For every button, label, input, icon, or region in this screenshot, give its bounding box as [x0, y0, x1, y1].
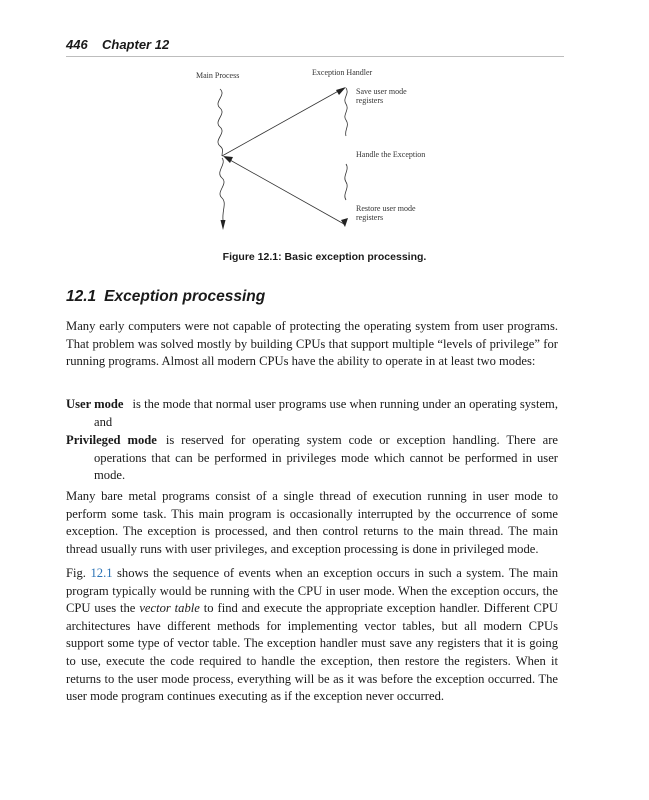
main-process-label: Main Process: [196, 71, 240, 80]
definition-privileged-mode: [66, 432, 558, 485]
main-process-line-upper: [218, 89, 223, 156]
running-header: [66, 37, 564, 55]
term-privileged-mode: Privileged mode: [66, 433, 157, 448]
header-rule: [66, 56, 564, 57]
paragraph-figure-explanation: [66, 565, 558, 706]
fig-lead: Fig.: [66, 566, 86, 580]
exception-handler-label: Exception Handler: [312, 68, 373, 77]
handler-line-top: [345, 88, 348, 136]
step-save-line2: registers: [356, 96, 384, 105]
para3-part-b: to find and execute the appropriate exception handler. Different CPU architectures have different methods for implementing vector tables, but all modern CPUs support some type of vector table. The exception handler must save any registers that it is going to use, execute the code required to handle the exception, then restore the registers. When it returns to the user mode process, everything will be as it was before the exception occurred. The user mode program continues executing as if the exception never occurred.: [66, 601, 559, 704]
figure-caption: [0, 251, 649, 263]
section-number: 12.1: [66, 288, 97, 305]
main-process-arrow: [221, 220, 226, 230]
para3-part-a: shows the sequence of events when an exception occurs in such a system. The main program typically would be running with the CPU in user mode. When the exception occurs, the CPU uses the: [66, 566, 558, 616]
step-handle: Handle the Exception: [356, 150, 426, 159]
exception-flow-figure: [180, 60, 460, 240]
interrupt-arrow-head: [336, 87, 346, 95]
section-title: Exception processing: [104, 288, 266, 305]
figure-reference-link[interactable]: 12.1: [90, 566, 113, 580]
step-restore-line2: registers: [356, 213, 384, 222]
main-process-line-lower: [220, 158, 225, 220]
page-number: 446: [66, 37, 88, 52]
term-user-mode: User mode: [66, 397, 124, 411]
mode-definitions: [66, 396, 558, 486]
definition-user-mode-text: is the mode that normal user programs use when running under an operating system, and: [94, 397, 558, 429]
paragraph-intro: [66, 318, 558, 371]
paragraph-bare-metal-text: Many bare metal programs consist of a single thread of execution running in user mode to perform some task. This main program is occasionally interrupted by the occurrence of some exception. The exception is processed, and then control returns to the main thread. The main thread usually runs with user privileges, and exception processing is done in privileged mode.: [66, 489, 558, 556]
return-arrow-head: [223, 156, 233, 163]
paragraph-intro-text: Many early computers were not capable of protecting the operating system from user programs. That problem was solved mostly by building CPUs that support multiple “levels of privilege” for running programs. Almost all modern CPUs have the ability to operate in at least two modes:: [66, 319, 558, 369]
interrupt-arrow-line: [222, 89, 342, 156]
definition-user-mode: [66, 396, 558, 431]
step-restore-line1: Restore user mode: [356, 204, 416, 213]
handler-line-mid: [345, 164, 347, 200]
return-arrow-line: [230, 160, 344, 224]
vector-table-term: vector table: [139, 601, 200, 616]
chapter-title: Chapter 12: [102, 37, 170, 52]
section-heading: [66, 288, 265, 306]
paragraph-bare-metal: [66, 488, 558, 558]
step-save-line1: Save user mode: [356, 87, 407, 96]
figure-caption-text: Figure 12.1: Basic exception processing.: [222, 251, 427, 263]
definition-privileged-mode-text: is reserved for operating system code or exception handling. There are operations that can be performed in privileges mode which cannot be performed in user mode.: [94, 433, 558, 483]
paragraph-figure-explanation-text: [66, 565, 558, 706]
